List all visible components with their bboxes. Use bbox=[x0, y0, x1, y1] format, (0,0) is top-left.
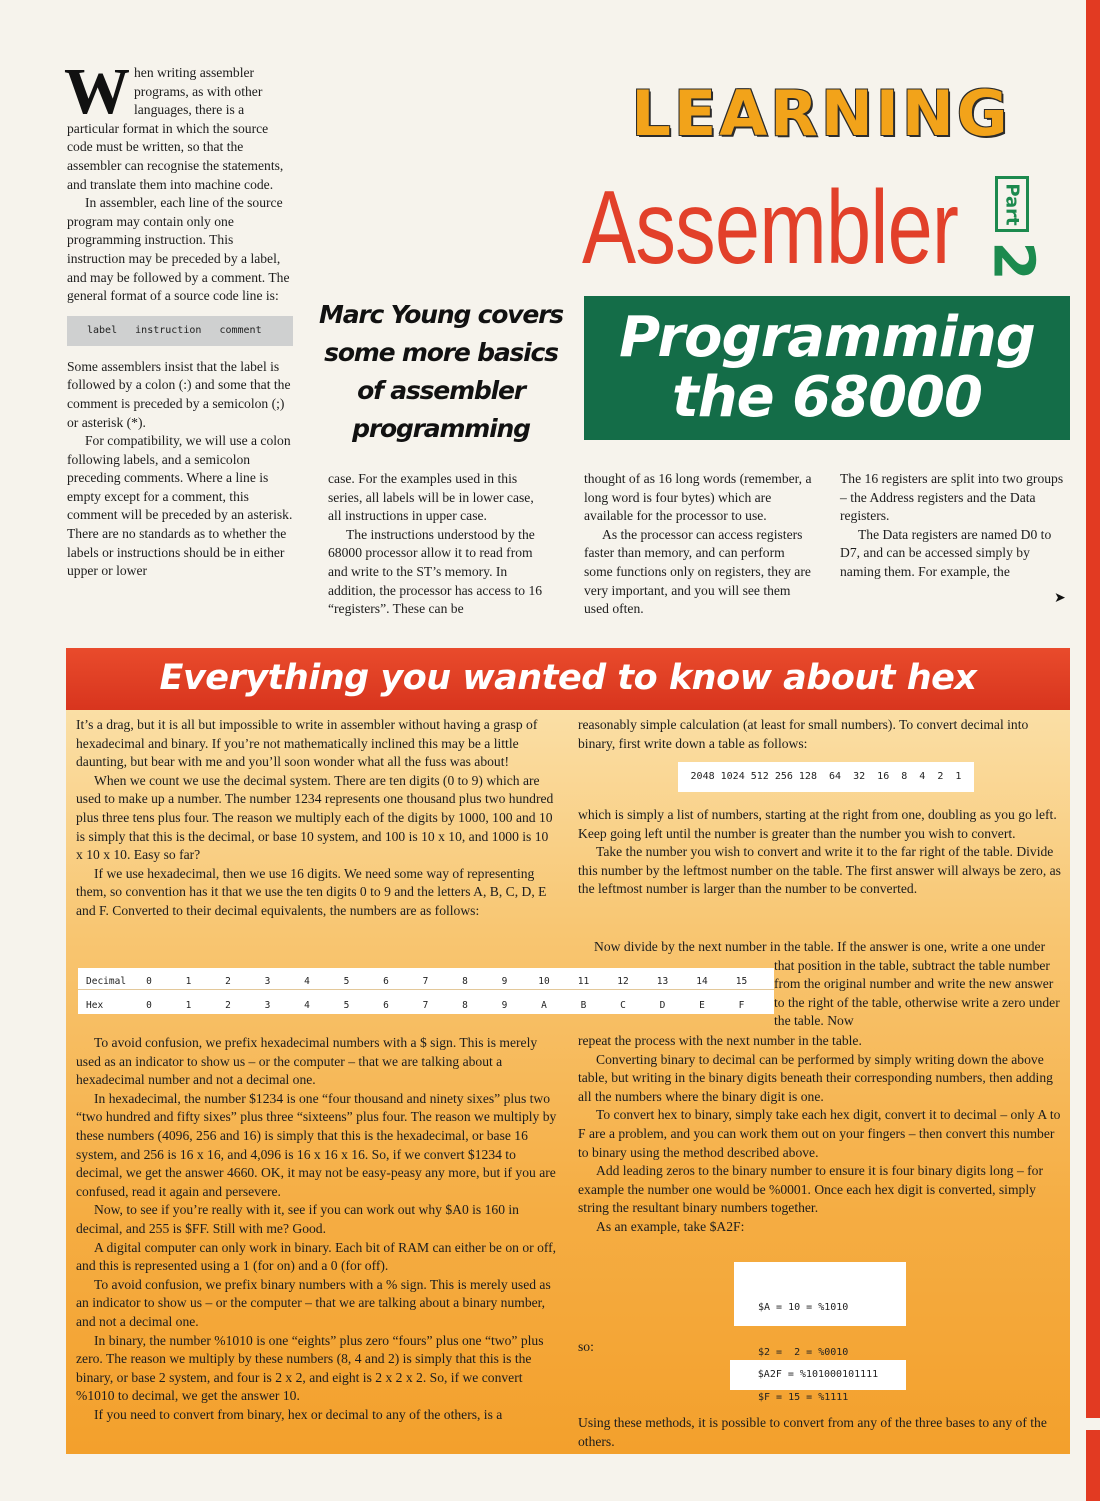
table-cell: 2 bbox=[225, 1000, 231, 1011]
boxout-paragraph: Add leading zeros to the binary number to ensure it is four binary digits long – for example the number one would be %0001. Once each hex digit is converted, simply string the resultant binary numbers together. bbox=[578, 1163, 1043, 1216]
table-cell: 1 bbox=[185, 1000, 192, 1011]
table-cell: 11 bbox=[577, 976, 590, 987]
boxout-paragraph: A digital computer can only work in binary. Each bit of RAM can either be on or off, and this is represented using a 1 (for on) and a 0 (for off). bbox=[76, 1239, 557, 1274]
calc-line: $A = 10 = %1010 bbox=[758, 1302, 849, 1313]
boxout-paragraph: When we count we use the decimal system. There are ten digits (0 to 9) which are used to make up a number. The number 1234 represents one thousand plus two hundred plus three tens plus four. The reason we multiply each of the digits by 1000, 100 and 10 is simply that this is the decimal, or base 10 system, and 100 is 10 x 10, and 1000 is 10 x 10 x 10. Easy so far? bbox=[76, 772, 554, 863]
title-assembler: Assembler bbox=[582, 170, 959, 286]
table-cell: 7 bbox=[422, 1000, 429, 1011]
intro-paragraph-2: In assembler, each line of the source program may contain only one programming instruction. This instruction may be preceded by a label, and may be followed by a comment. The general format of a source code line is: bbox=[67, 195, 290, 304]
intro-paragraph-3: Some assemblers insist that the label is followed by a colon (:) and some that the comment is preceded by a semicolon (;) or asterisk (*). bbox=[67, 358, 291, 430]
table-cell: 0 bbox=[146, 1000, 152, 1011]
boxout-paragraph: It’s a drag, but it is all but impossible to write in assembler without having a grasp of hexadecimal and binary. If you’re not mathematically inclined this may be a little daunting, but bear with me and you’ll soon wonder what all the fuss was about! bbox=[76, 717, 538, 770]
table-cell: 6 bbox=[383, 1000, 389, 1011]
powers-of-two-box: 2048 1024 512 256 128 64 32 16 8 4 2 1 bbox=[678, 762, 974, 792]
column-3 bbox=[584, 470, 812, 619]
table-cell: 5 bbox=[343, 976, 350, 987]
table-cell: E bbox=[699, 1000, 705, 1011]
standfirst-line: of assembler bbox=[357, 376, 525, 405]
table-cell: 4 bbox=[304, 1000, 310, 1011]
table-cell: 5 bbox=[343, 1000, 350, 1011]
table-cell: B bbox=[580, 1000, 587, 1011]
standfirst-line: some more basics bbox=[324, 338, 558, 367]
table-cell: 8 bbox=[462, 1000, 468, 1011]
decimal-row-label: Decimal bbox=[86, 976, 127, 987]
boxout-right-text-c-wrap bbox=[594, 938, 1062, 1031]
standfirst bbox=[316, 296, 566, 448]
title-learning: LEARNING bbox=[631, 77, 1011, 150]
boxout-paragraph: repeat the process with the next number in the table. bbox=[578, 1033, 862, 1048]
table-cell: 0 bbox=[146, 976, 152, 987]
drop-cap: W bbox=[64, 55, 130, 128]
boxout-paragraph: Converting binary to decimal can be performed by simply writing down the above table, but writing in the binary digits beneath their corresponding numbers, then adding all the numbers where the binary digit is one. bbox=[578, 1051, 1053, 1104]
column-2 bbox=[328, 470, 546, 619]
calc-line: $F = 15 = %1111 bbox=[758, 1392, 849, 1403]
boxout-paragraph: Now, to see if you’re really with it, see if you can work out why $A0 is 160 in decimal, and 255 is $FF. Still with me? Good. bbox=[76, 1202, 519, 1236]
calc-line: $2 = 2 = %0010 bbox=[758, 1347, 849, 1358]
intro-paragraph-1: hen writing assembler programs, as with other languages, there is a particular format in which the source code must be written, so that the assembler can recognise the statements, and translate them into machine code. bbox=[67, 65, 284, 192]
page-edge-gap bbox=[1086, 1418, 1100, 1430]
boxout-paragraph: Now divide by the next number in the table. If the answer is one, write a one under that position in the table, subtract the table number from the original number and write the new answer to the right of the table, otherwise write a zero under the table. Now bbox=[594, 939, 1060, 1029]
standfirst-line: Marc Young covers bbox=[319, 300, 563, 329]
table-cell: 7 bbox=[422, 976, 429, 987]
subtitle-box bbox=[584, 296, 1070, 440]
boxout-right-text-b bbox=[578, 806, 1062, 899]
table-cell: 3 bbox=[264, 976, 271, 987]
table-cell: 15 bbox=[735, 976, 748, 987]
hex-result-box: $A2F = %101000101111 bbox=[730, 1360, 906, 1390]
boxout-paragraph: reasonably simple calculation (at least for small numbers). To convert decimal into binary, first write down a table as follows: bbox=[578, 717, 1029, 751]
boxout-paragraph: In hexadecimal, the number $1234 is one “four thousand and ninety sixes” plus two “two hundred and fifty sixes” plus three “sixteens” plus four. The reason we multiply by these numbers (4096, 256 and 16) is simply that this is the hexadecimal, or base 16 system, and 256 is 16 x 16, and 4,096 is 16 x 16 x 16. So, if we convert $1234 to decimal, we get the answer 4660. OK, it may not be easy-peasy any more, but if you are confused, read it again and persevere. bbox=[76, 1090, 557, 1199]
col4-paragraph-2: The Data registers are named D0 to D7, and can be accessed simply by naming them. For example, the bbox=[840, 526, 1052, 579]
subtitle-line-2: the 68000 bbox=[672, 365, 982, 430]
boxout-right-text-a bbox=[578, 716, 1062, 753]
boxout-right-text-d bbox=[578, 1032, 1062, 1237]
boxout-paragraph: If we use hexadecimal, then we use 16 digits. We need some way of representing them, so convention has it that we use the ten digits 0 to 9 and the letters A, B, C, D, E and F. Converted to their decimal equivalents, the numbers are as follows: bbox=[76, 865, 547, 918]
hex-boxout bbox=[66, 648, 1070, 1454]
table-cell: 4 bbox=[304, 976, 310, 987]
boxout-paragraph: In binary, the number %1010 is one “eights” plus zero “fours” plus one “two” plus zero. The reason we multiply by these numbers (8, 4 and 2) is simply that this is the binary, or base 2 system, and four is 2 x 2, and eight is 2 x 2 x 2. So, if we convert %1010 to decimal, we get the answer 10. bbox=[76, 1332, 544, 1404]
boxout-paragraph: To convert hex to binary, simply take each hex digit, convert it to decimal – only A to F are a problem, and you can work them out on your fingers – then convert this number to binary using the method described above. bbox=[578, 1107, 1061, 1160]
table-cell: 8 bbox=[462, 976, 468, 987]
table-cell: 10 bbox=[538, 976, 550, 987]
boxout-left-text-a bbox=[76, 716, 558, 921]
hex-row-label: Hex bbox=[86, 1000, 104, 1011]
part-badge bbox=[980, 176, 1045, 292]
subtitle-line-1: Programming bbox=[619, 305, 1035, 370]
boxout-paragraph: Take the number you wish to convert and write it to the far right of the table. Divide this number by the leftmost number on the table. The first answer will always be zero, as the leftmost number is larger than the number to be converted. bbox=[578, 844, 1061, 897]
table-cell: 3 bbox=[264, 1000, 271, 1011]
part-number: 2 bbox=[980, 241, 1045, 281]
table-cell: 9 bbox=[501, 1000, 508, 1011]
table-cell: D bbox=[659, 1000, 666, 1011]
so-label: so: bbox=[578, 1339, 594, 1354]
page-edge-bar bbox=[1086, 0, 1100, 1501]
boxout-paragraph: As an example, take $A2F: bbox=[596, 1218, 745, 1234]
part-word: Part bbox=[995, 176, 1029, 232]
col2-paragraph-1: case. For the examples used in this series, all labels will be in lower case, all instructions in upper case. bbox=[328, 471, 534, 524]
boxout-heading: Everything you wanted to know about hex bbox=[66, 648, 1070, 710]
table-cell: 12 bbox=[617, 976, 629, 987]
col3-paragraph-1: thought of as 16 long words (remember, a long word is four bytes) which are available for the processor to use. bbox=[584, 471, 812, 524]
table-cell: 13 bbox=[656, 976, 669, 987]
boxout-paragraph: To avoid confusion, we prefix binary numbers with a % sign. This is merely used as an indicator to show us – or the computer – that we are talking about a binary number, and not a decimal one. bbox=[76, 1276, 551, 1329]
boxout-closing-paragraph: Using these methods, it is possible to convert from any of the three bases to any of the others. bbox=[578, 1415, 1047, 1449]
table-cell: 6 bbox=[383, 976, 389, 987]
column-4 bbox=[840, 470, 1072, 582]
standfirst-line: programming bbox=[352, 414, 530, 443]
table-cell: 14 bbox=[696, 976, 708, 987]
table-cell: 1 bbox=[185, 976, 192, 987]
continue-arrow-icon: ➤ bbox=[1054, 591, 1066, 606]
table-cell: F bbox=[738, 1000, 745, 1011]
table-cell: 2 bbox=[225, 976, 231, 987]
intro-column bbox=[64, 55, 293, 581]
boxout-left-text-b bbox=[76, 1034, 558, 1424]
boxout-paragraph: If you need to convert from binary, hex or decimal to any of the others, is a bbox=[94, 1406, 503, 1422]
col4-paragraph-1: The 16 registers are split into two groups – the Address registers and the Data registers. bbox=[840, 471, 1064, 524]
col3-paragraph-2: As the processor can access registers faster than memory, and can perform some functions only on registers, they are very important, and you will see them used often. bbox=[584, 526, 811, 617]
table-cell: C bbox=[620, 1000, 626, 1011]
col2-paragraph-2: The instructions understood by the 68000 processor allow it to read from and write to the ST’s memory. In addition, the processor has access to 16 “registers”. These can be bbox=[328, 526, 543, 617]
boxout-paragraph: which is simply a list of numbers, starting at the right from one, doubling as you go left. Keep going left until the number is greater than the number you wish to convert. bbox=[578, 807, 1057, 841]
boxout-paragraph: To avoid confusion, we prefix hexadecimal numbers with a $ sign. This is merely used as an indicator to show us – or the computer – that we are talking about a hexadecimal number and not a decimal one. bbox=[76, 1035, 538, 1088]
table-cell: 9 bbox=[501, 976, 508, 987]
table-cell: A bbox=[541, 1000, 547, 1011]
source-format-code-box: label instruction comment bbox=[67, 316, 293, 346]
intro-paragraph-4: For compatibility, we will use a colon following labels, and a semicolon preceding comments. Where a line is empty except for a comment, this comment will be preceded by an asterisk. There are no standards as to whether the labels or instructions should be in either upper or lower bbox=[67, 433, 293, 579]
